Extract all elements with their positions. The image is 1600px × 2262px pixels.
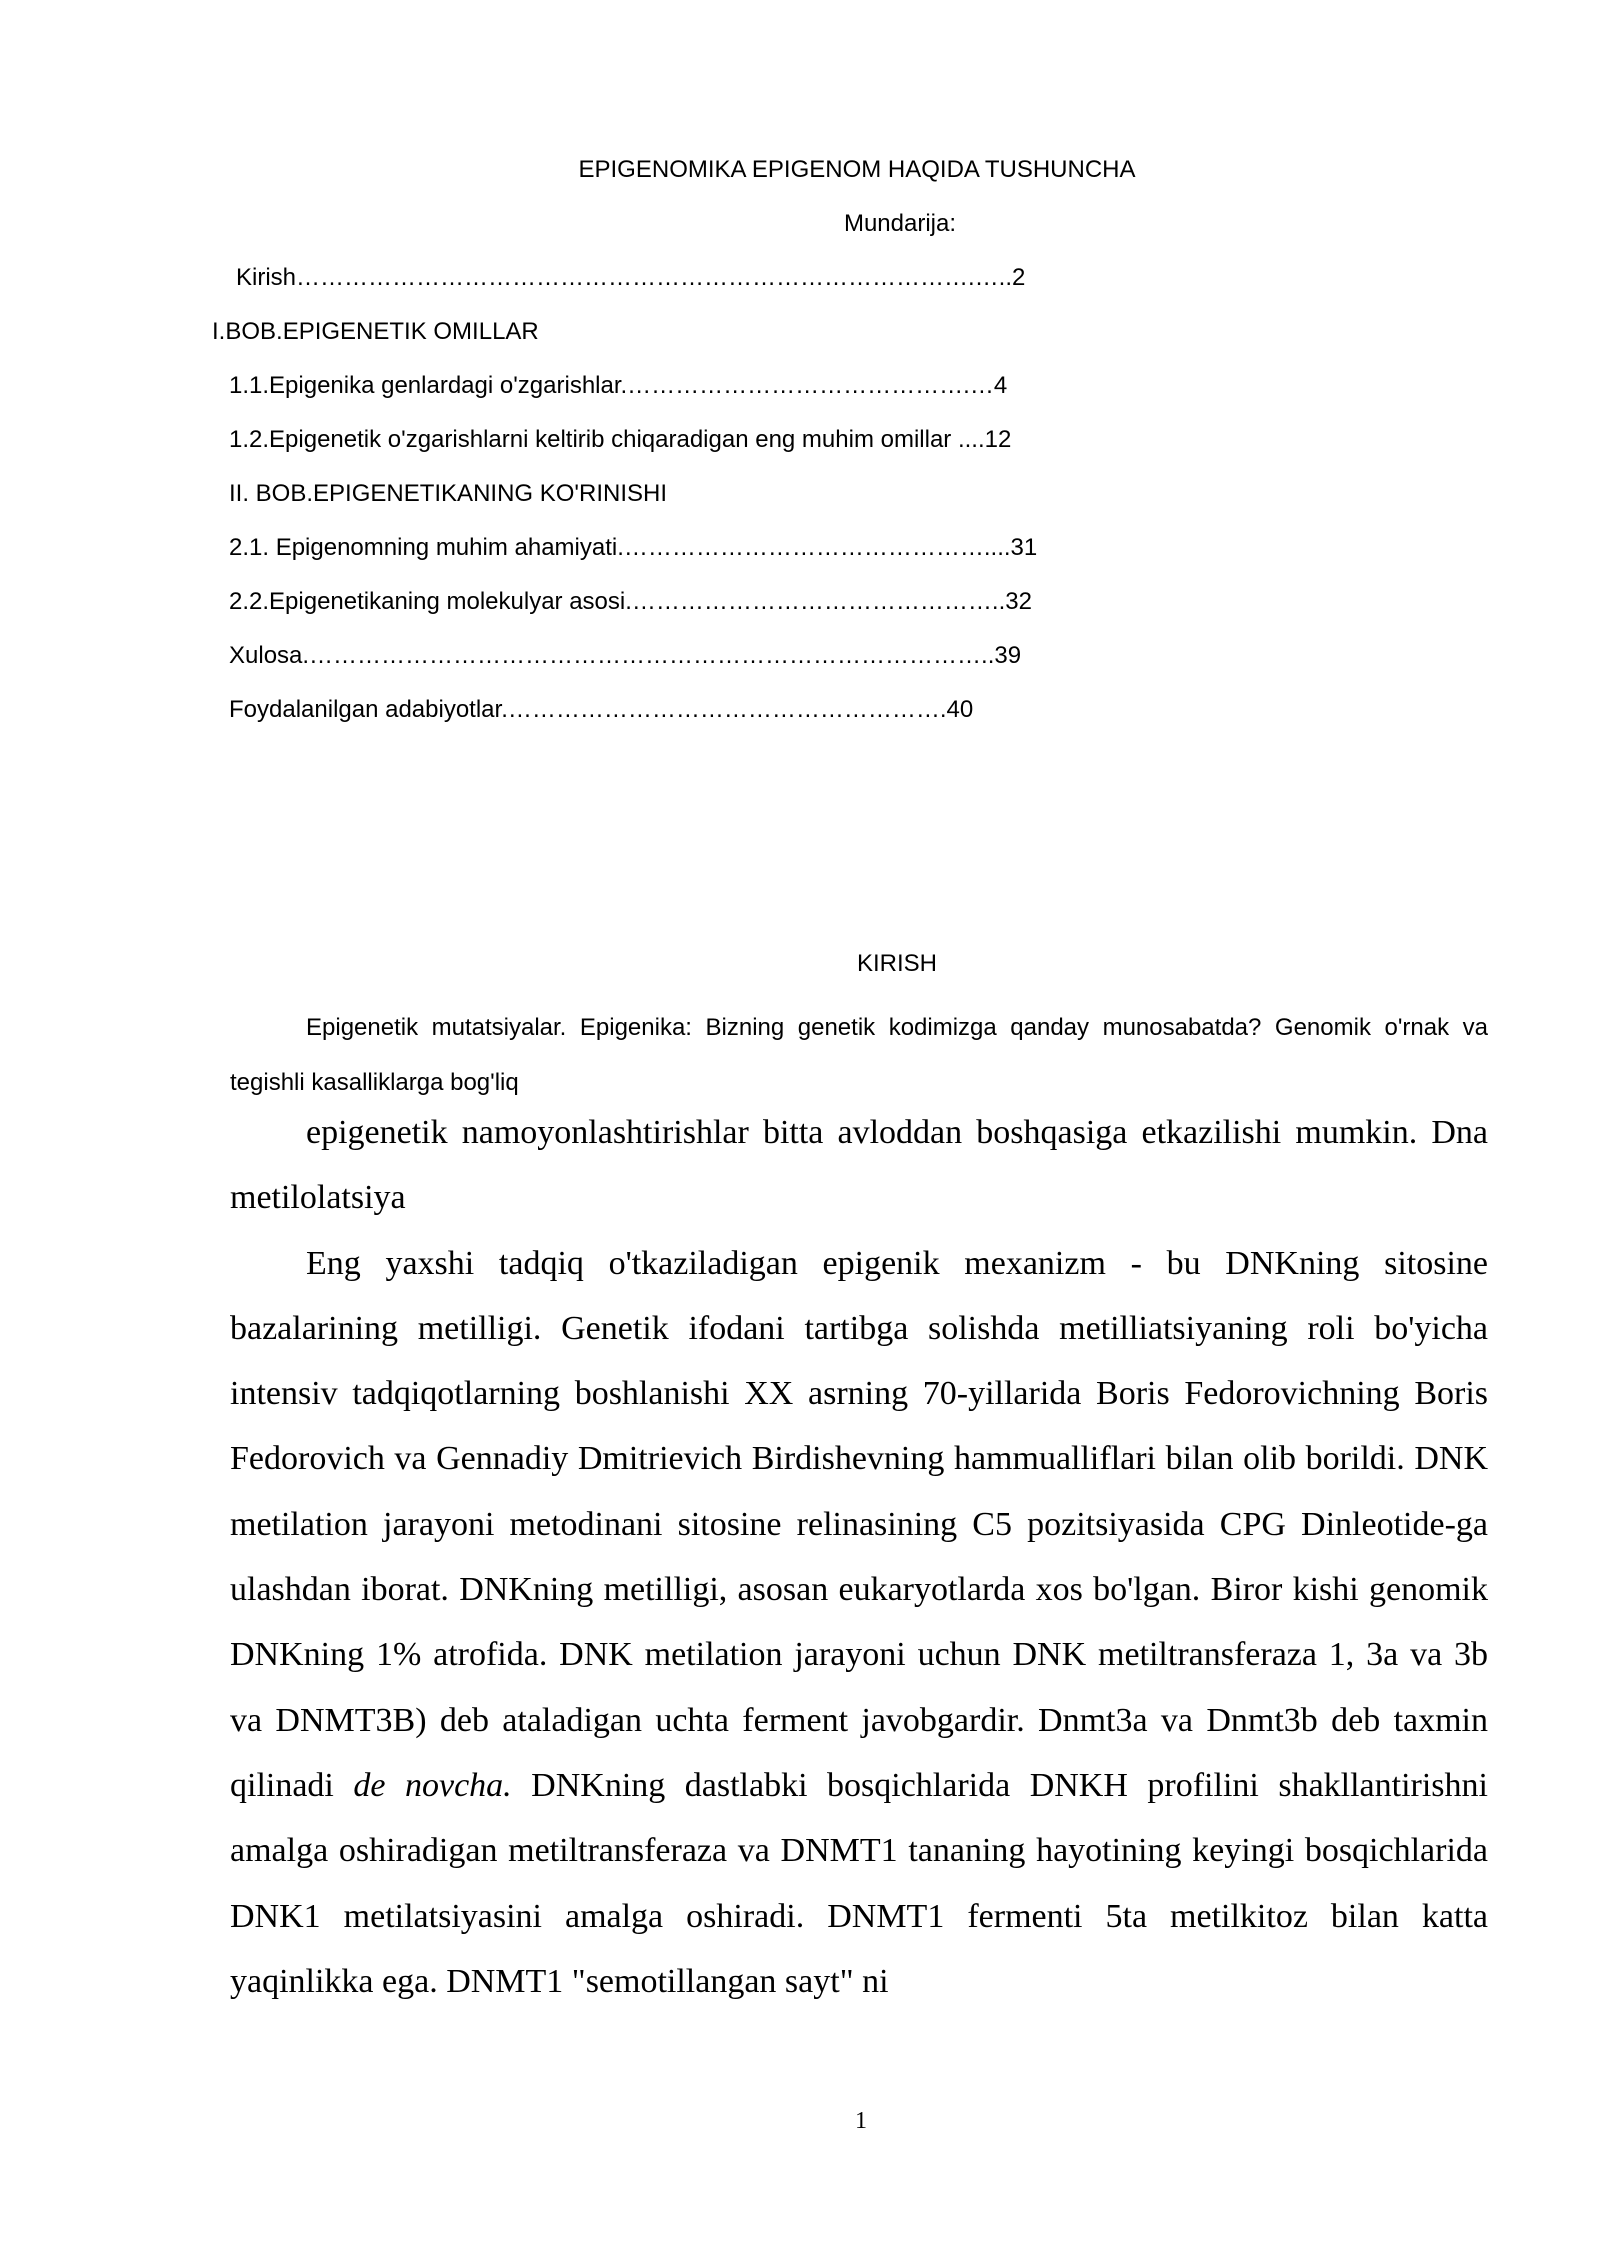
document-title: EPIGENOMIKA EPIGENOM HAQIDA TUSHUNCHA [578, 156, 1136, 183]
page-number: 1 [855, 2108, 867, 2134]
body-paragraph-2 [230, 1231, 1488, 2015]
toc-entry-chapter-1: I.BOB.EPIGENETIK OMILLAR [212, 318, 539, 345]
body-paragraph-1: epigenetik namoyonlashtirishlar bitta avloddan boshqasiga etkazilishi mumkin. Dna metilolatsiya [230, 1114, 1488, 1217]
intro-text: Epigenetik mutatsiyalar. Epigenika: Bizning genetik kodimizga qanday munosabatda? Genomik o'rnak va tegishli kasalliklarga bog'liq [230, 1014, 1488, 1096]
toc-entry-1-2: 1.2.Epigenetik o'zgarishlarni keltirib chiqaradigan eng muhim omillar ....12 [229, 426, 1012, 453]
italic-term: de novcha. [353, 1766, 512, 1804]
toc-heading: Mundarija: [843, 210, 957, 237]
toc-entry-2-1: 2.1. Epigenomning muhim ahamiyati.………………………………………....31 [229, 534, 1038, 561]
section-heading-kirish: KIRISH [856, 950, 937, 977]
body-paragraph-2-part-1: Eng yaxshi tadqiq o'tkaziladigan epigenik mexanizm - bu DNKning sitosine bazalarining metilligi. Genetik ifodani tartibga solishda metilliatsiyaning roli bo'yicha intensiv tadqiqotlarning boshlanishi XX asrning 70-yillarida Boris Fedorovichning Boris Fedorovich va Gennadiy Dmitrievich Birdishevning hammualliflari bilan olib borildi. DNK metilation jarayoni metodinani sitosine relinasining C5 pozitsiyasida CPG Dinleotide-ga ulashdan iborat. DNKning metilligi, asosan eukaryotlarda xos bo'lgan. Biror kishi genomik DNKning 1% atrofida. DNK metilation jarayoni uchun DNK metiltransferaza 1, 3a va 3b va DNMT3B) deb ataladigan uchta ferment javobgardir. Dnmt3a va Dnmt3b deb taxmin qilinadi [230, 1244, 1488, 1804]
toc-entry-2-2: 2.2.Epigenetikaning molekulyar asosi.………………………………………..32 [229, 588, 1032, 615]
toc-entry-kirish: Kirish………………………………………………………………………….…..2 [236, 264, 1026, 291]
toc-entry-1-1: 1.1.Epigenika genlardagi o'zgarishlar.…………………………………….…4 [229, 372, 1008, 399]
body-paragraph-2-part-2: DNKning dastlabki bosqichlarida DNKH profilini shakllantirishni amalga oshiradigan metiltransferaza va DNMT1 tananing hayotining keyingi bosqichlarida DNK1 metilatsiyasini amalga oshiradi. DNMT1 fermenti 5ta metilkitoz bilan katta yaqinlikka ega. DNMT1 "semotillangan sayt" ni [230, 1766, 1488, 2000]
toc-entry-xulosa: Xulosa.…………………………………………………………………………..39 [229, 642, 1022, 669]
toc-entry-references: Foydalanilgan adabiyotlar.……………………………………………….40 [229, 696, 974, 723]
body-text [230, 1100, 1488, 2014]
intro-paragraph [230, 1000, 1488, 1110]
toc-entry-chapter-2: II. BOB.EPIGENETIKANING KO'RINISHI [229, 480, 667, 507]
